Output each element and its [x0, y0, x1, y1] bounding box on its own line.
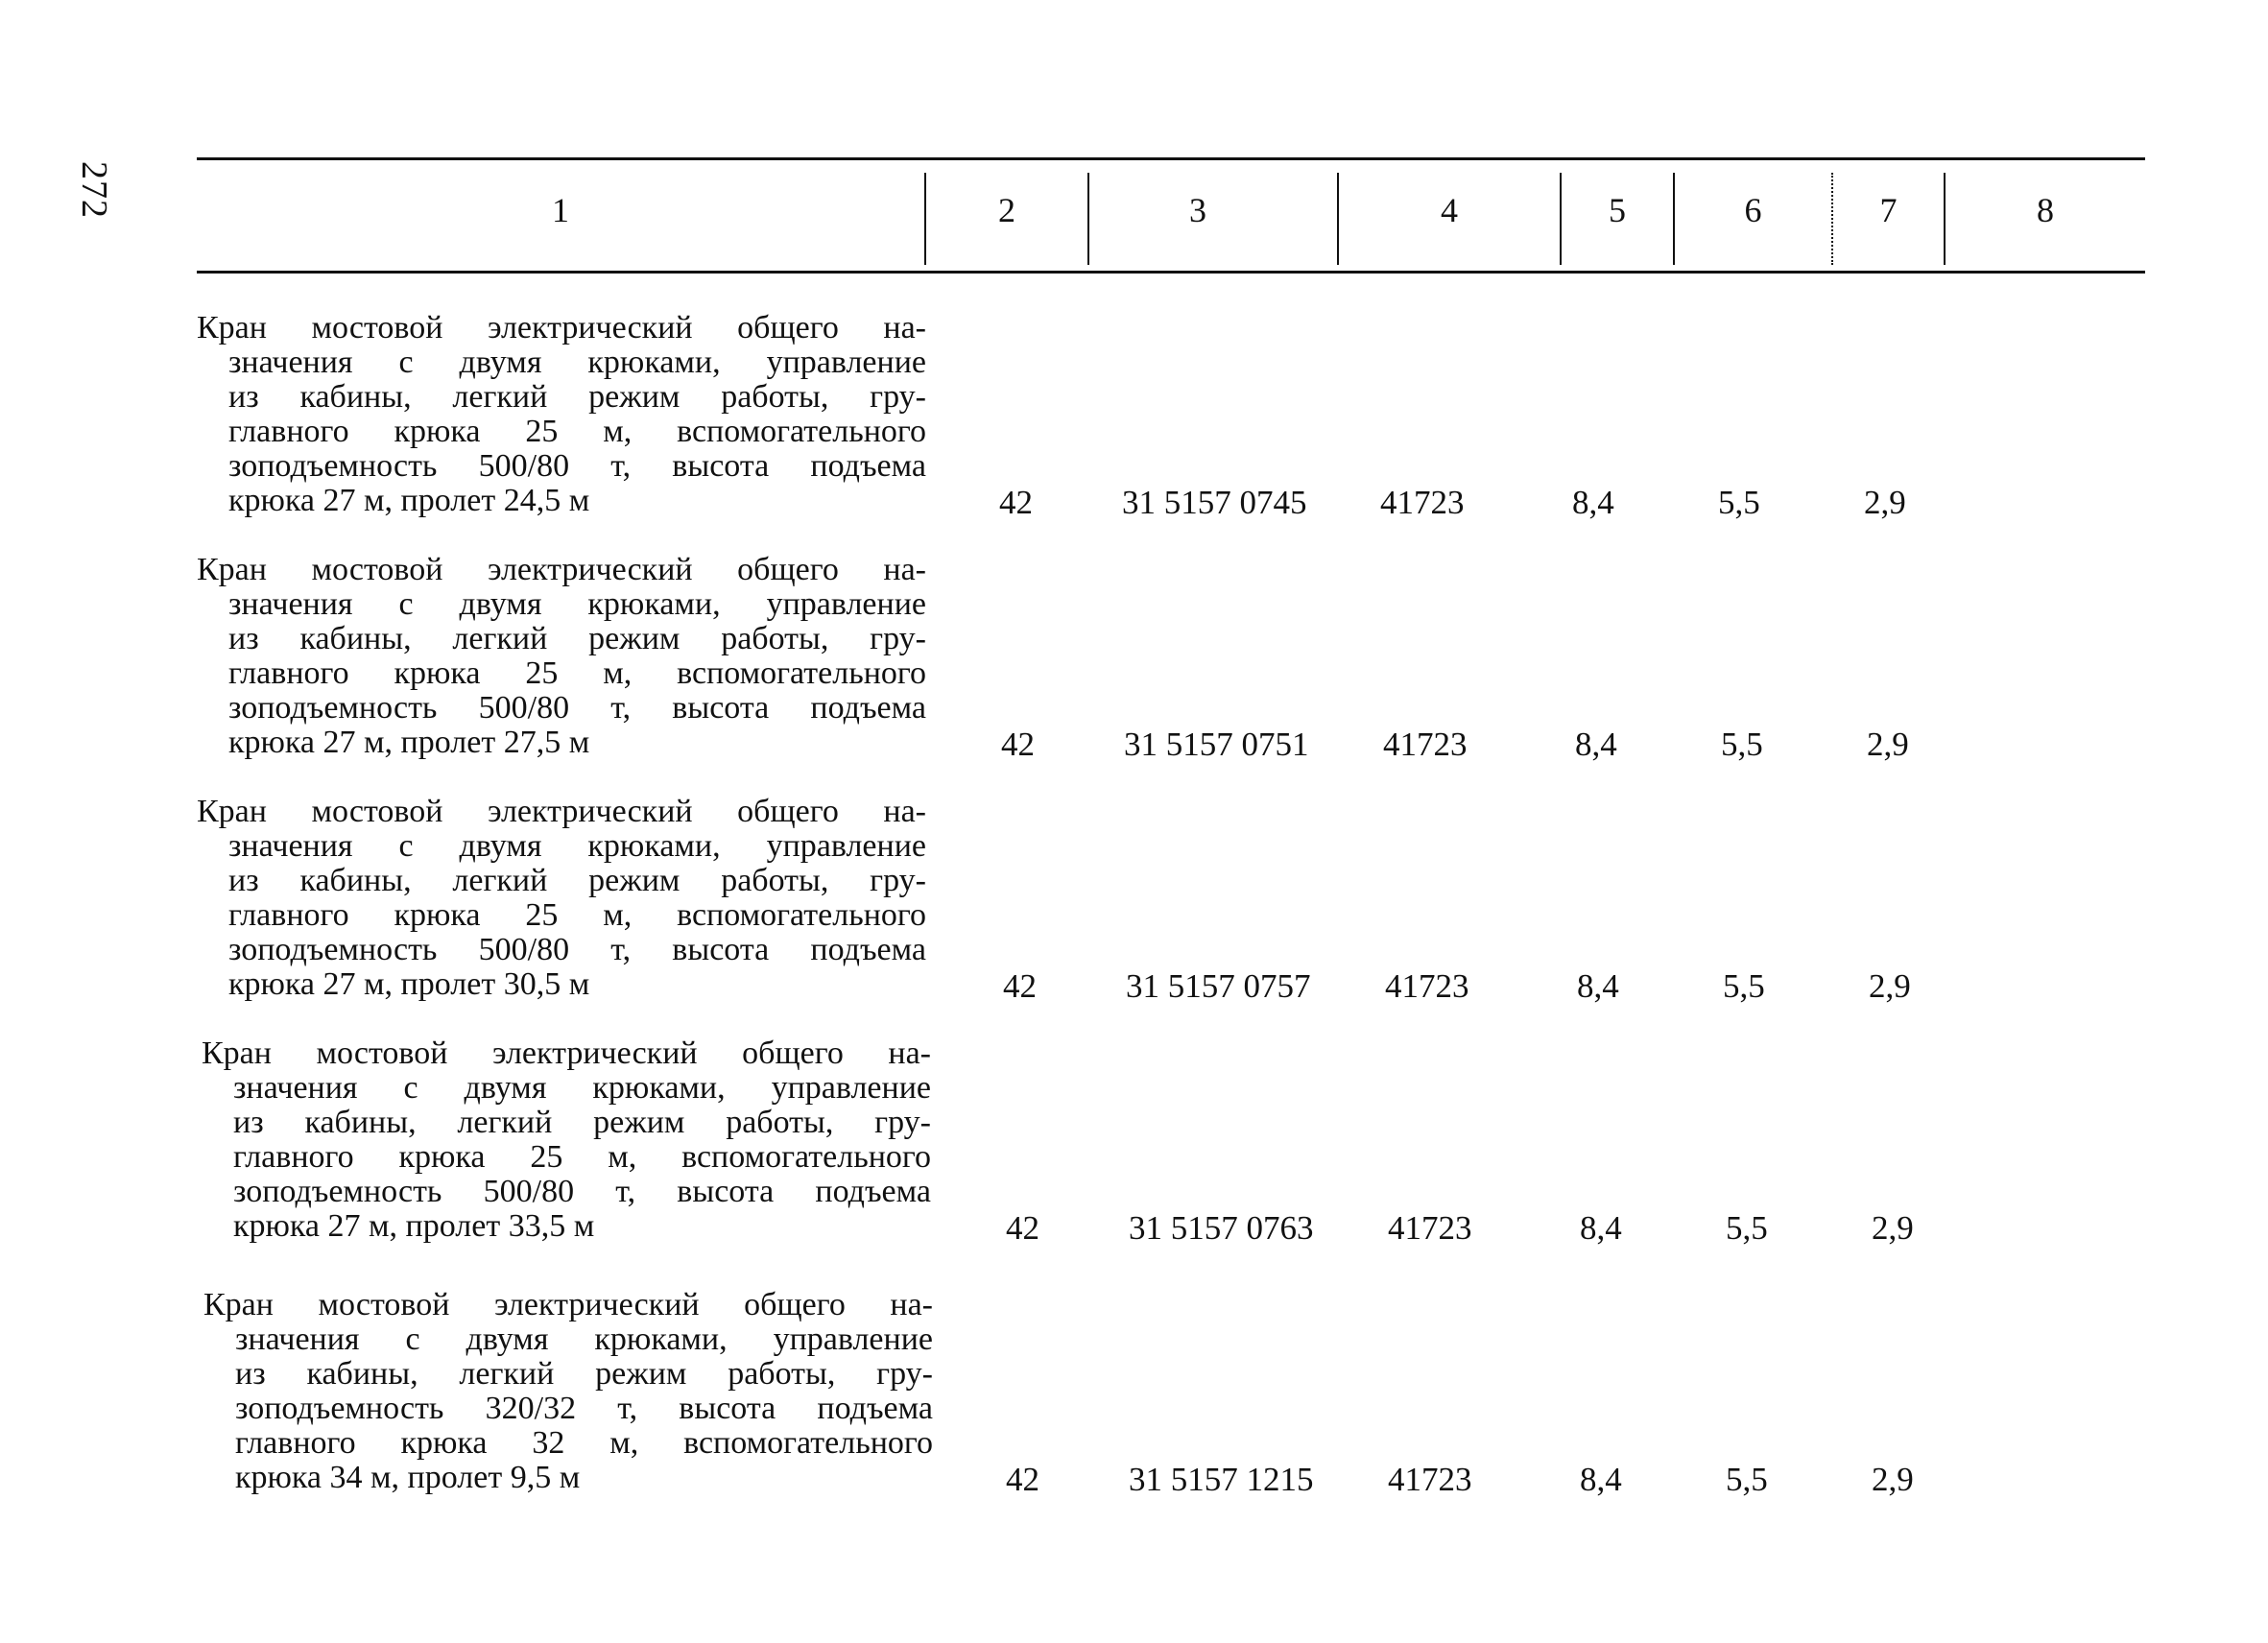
header-bottom-rule — [197, 271, 2145, 274]
cell-col-2: 42 — [1003, 967, 1037, 1005]
description-line: крюка 34 м, пролет 9,5 м — [235, 1460, 581, 1495]
table-top-rule — [197, 157, 2145, 160]
cell-col-4: 41723 — [1388, 1209, 1472, 1247]
table-row — [0, 553, 2268, 793]
row-description — [197, 795, 926, 1002]
description-line: главного крюка 25 м, вспомогательного — [228, 897, 926, 933]
cell-col-6: 5,5 — [1726, 1209, 1768, 1247]
column-header-7: 7 — [1879, 191, 1898, 229]
cell-col-3: 31 5157 0751 — [1124, 726, 1309, 763]
column-header-1: 1 — [552, 191, 569, 229]
description-line: значения с двумя крюками, управление — [228, 345, 926, 380]
cell-col-6: 5,5 — [1721, 726, 1763, 763]
cell-col-7: 2,9 — [1872, 1209, 1914, 1247]
description-line: значения с двумя крюками, управление — [233, 1070, 931, 1106]
description-line: зоподъемность 500/80 т, высота подъема — [228, 448, 926, 484]
description-line: значения с двумя крюками, управление — [228, 586, 926, 622]
row-description — [203, 1288, 933, 1495]
cell-col-7: 2,9 — [1864, 484, 1906, 521]
cell-col-3: 31 5157 0763 — [1129, 1209, 1314, 1247]
table-row — [0, 1288, 2268, 1528]
cell-col-6: 5,5 — [1723, 967, 1765, 1005]
description-line: главного крюка 25 м, вспомогательного — [228, 655, 926, 691]
cell-col-2: 42 — [1001, 726, 1035, 763]
column-header-6: 6 — [1744, 191, 1762, 229]
cell-col-4: 41723 — [1380, 484, 1465, 521]
cell-col-4: 41723 — [1385, 967, 1469, 1005]
column-header-3: 3 — [1189, 191, 1206, 229]
cell-col-6: 5,5 — [1726, 1461, 1768, 1498]
cell-col-2: 42 — [1006, 1209, 1039, 1247]
description-line: из кабины, легкий режим работы, гру- — [228, 863, 926, 898]
description-line: зоподъемность 500/80 т, высота подъема — [233, 1174, 931, 1209]
cell-col-3: 31 5157 1215 — [1129, 1461, 1314, 1498]
description-line: крюка 27 м, пролет 24,5 м — [228, 483, 590, 518]
page-number: 272 — [74, 161, 114, 219]
description-line: зоподъемность 500/80 т, высота подъема — [228, 932, 926, 967]
cell-col-3: 31 5157 0745 — [1122, 484, 1307, 521]
description-line: из кабины, легкий режим работы, гру- — [235, 1356, 933, 1392]
cell-col-4: 41723 — [1388, 1461, 1472, 1498]
column-header-4: 4 — [1441, 191, 1458, 229]
cell-col-5: 8,4 — [1580, 1461, 1622, 1498]
description-line: зоподъемность 500/80 т, высота подъема — [228, 690, 926, 726]
description-line: из кабины, легкий режим работы, гру- — [228, 379, 926, 415]
description-line: Кран мостовой электрический общего на- — [197, 794, 926, 829]
description-line: зоподъемность 320/32 т, высота подъема — [235, 1391, 933, 1426]
row-description — [197, 311, 926, 518]
cell-col-5: 8,4 — [1580, 1209, 1622, 1247]
description-line: главного крюка 25 м, вспомогательного — [233, 1139, 931, 1175]
cell-col-4: 41723 — [1383, 726, 1468, 763]
cell-col-7: 2,9 — [1867, 726, 1909, 763]
description-line: главного крюка 25 м, вспомогательного — [228, 414, 926, 449]
description-line: Кран мостовой электрический общего на- — [203, 1287, 933, 1322]
cell-col-5: 8,4 — [1572, 484, 1614, 521]
row-description — [202, 1036, 931, 1244]
cell-col-7: 2,9 — [1869, 967, 1911, 1005]
table-row — [0, 311, 2268, 551]
description-line: значения с двумя крюками, управление — [235, 1322, 933, 1357]
cell-col-6: 5,5 — [1718, 484, 1760, 521]
cell-col-2: 42 — [999, 484, 1033, 521]
column-header-8: 8 — [2037, 191, 2054, 229]
cell-col-5: 8,4 — [1575, 726, 1617, 763]
column-header-2: 2 — [998, 191, 1015, 229]
description-line: Кран мостовой электрический общего на- — [197, 310, 926, 345]
description-line: главного крюка 32 м, вспомогательного — [235, 1425, 933, 1461]
description-line: Кран мостовой электрический общего на- — [202, 1036, 931, 1071]
description-line: Кран мостовой электрический общего на- — [197, 552, 926, 587]
row-description — [197, 553, 926, 760]
description-line: из кабины, легкий режим работы, гру- — [228, 621, 926, 656]
cell-col-5: 8,4 — [1577, 967, 1619, 1005]
table-row — [0, 1036, 2268, 1276]
cell-col-3: 31 5157 0757 — [1126, 967, 1311, 1005]
table-row — [0, 795, 2268, 1035]
description-line: крюка 27 м, пролет 30,5 м — [228, 966, 590, 1002]
description-line: значения с двумя крюками, управление — [228, 828, 926, 864]
column-header-5: 5 — [1609, 191, 1626, 229]
description-line: крюка 27 м, пролет 27,5 м — [228, 725, 590, 760]
cell-col-2: 42 — [1006, 1461, 1039, 1498]
cell-col-7: 2,9 — [1872, 1461, 1914, 1498]
description-line: крюка 27 м, пролет 33,5 м — [233, 1208, 595, 1244]
description-line: из кабины, легкий режим работы, гру- — [233, 1105, 931, 1140]
